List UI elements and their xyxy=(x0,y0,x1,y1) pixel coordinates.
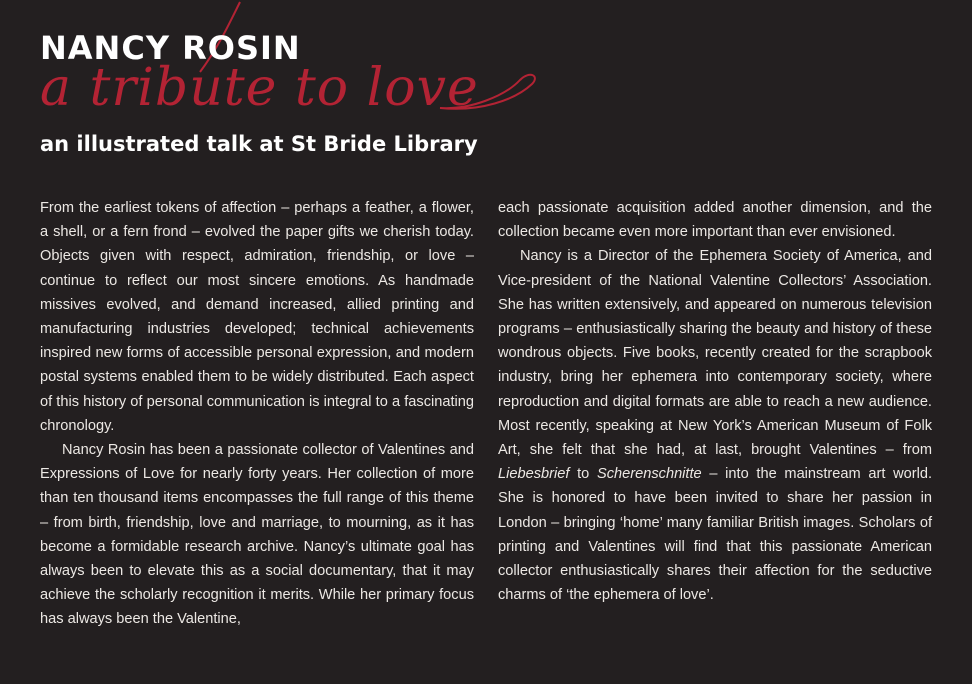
left-column xyxy=(40,196,474,632)
term-liebesbrief: Liebesbrief xyxy=(498,466,570,483)
director-text-2: to xyxy=(569,466,597,483)
director-text-3: – into the mainstream art world. She is honored to have been invited to share her passion in London – bringing ‘home’ many familiar British images. Scholars of printing and Valentines will find that this passionate American collector enthusiastically shares their affection for the seductive charms of ‘the ephemera of love’. xyxy=(498,466,933,604)
paragraph-collector: Nancy Rosin has been a passionate collector of Valentines and Expressions of Love for nearly forty years. Her collection of more than ten thousand items encompasses the full range of this theme – from birth, friendship, love and marriage, to mourning, as it has become a formidable research archive. Nancy’s ultimate goal has always been to elevate this as a social documentary, that it may achieve the scholarly recognition it merits. While her primary focus has always been the Valentine, xyxy=(40,442,474,628)
paragraph-continuation: each passionate acquisition added another dimension, and the collection became even more important than ever envisioned. xyxy=(498,200,932,241)
speaker-name: NANCY ROSIN xyxy=(40,29,301,67)
paragraph-history: From the earliest tokens of affection – perhaps a feather, a flower, a shell, or a fern frond – evolved the paper gifts we cherish today. Objects given with respect, admiration, friendship, or love – continue to reflect our most sincere emotions. As handmade missives evolved, and demand increased, allied printing and manufacturing industries developed; technical achievements inspired new forms of accessible personal expression, and modern postal systems enabled them to be widely distributed. Each aspect of this history of personal communication is integral to a fascinating chronology. xyxy=(40,200,474,434)
paragraph-director xyxy=(498,244,932,607)
term-scherenschnitte: Scherenschnitte xyxy=(597,466,702,483)
director-text-1: Nancy is a Director of the Ephemera Society of America, and Vice-president of the National Valentine Collectors’ Association. She has written extensively, and appeared on numerous television programs – enthusiastically sharing the beauty and history of these wondrous objects. Five books, recently created for the scrapbook industry, bring her ephemera into contemporary society, where reproduction and digital formats are able to reach a new audience. Most recently, speaking at New York’s American Museum of Folk Art, she felt that she had, at last, brought Valentines – from xyxy=(498,248,932,459)
talk-subtitle: an illustrated talk at St Bride Library xyxy=(40,132,478,156)
talk-tagline: a tribute to love xyxy=(40,58,479,118)
right-column xyxy=(498,196,932,607)
